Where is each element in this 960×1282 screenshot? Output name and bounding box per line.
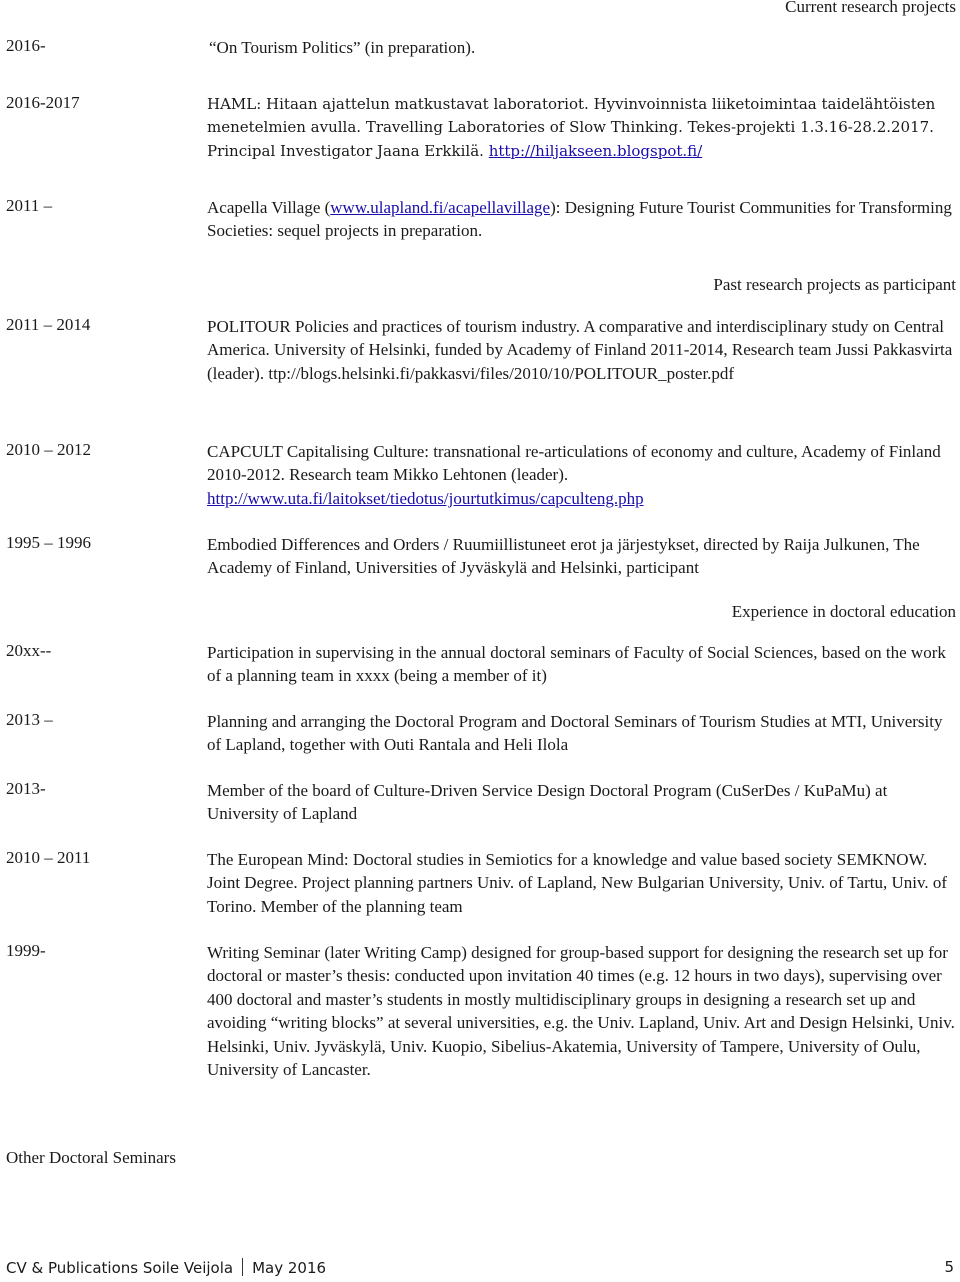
entry-date: 2016-	[6, 36, 46, 55]
haml-blog-link[interactable]: http://hiljakseen.blogspot.fi/	[488, 141, 703, 160]
doctoral-entry-20xx	[6, 641, 956, 688]
acapella-link[interactable]: www.ulapland.fi/acapellavillage	[330, 198, 551, 217]
doctoral-entry-writing-seminar	[6, 941, 956, 1081]
entry-text: Writing Seminar (later Writing Camp) designed for group-based support for designing the research set up for doctoral or master’s thesis: conducted upon invitation 40 times (e.g. 12 hours in two days), supervising over 400 doctoral and master’s students in mostly multidisciplinary groups in designing a research set up and avoiding “writing blocks” at several universities, e.g. the Univ. Lapland, Univ. Art and Design Helsinki, Univ. Helsinki, Univ. Jyväskylä, Univ. Kuopio, Sibelius-Akatemia, University of Tampere, University of Oulu, University of Lancaster.	[207, 943, 955, 1080]
current-entry-acapella	[6, 196, 956, 243]
entry-date: 1995 – 1996	[6, 533, 91, 552]
section-heading-doctoral: Experience in doctoral education	[731, 602, 956, 621]
entry-date: 1999-	[6, 941, 46, 960]
acapella-post: ): Designing Future Tourist Communities for Transforming Societies: sequel projects in preparation.	[207, 198, 952, 241]
footer-left	[6, 1258, 326, 1277]
past-entry-politour	[6, 315, 956, 385]
page-footer	[6, 1258, 954, 1282]
past-entry-capcult	[6, 440, 956, 510]
entry-date: 2011 –	[6, 196, 53, 215]
page-number: 5	[944, 1258, 954, 1276]
doctoral-entry-2013-cuserdes	[6, 779, 956, 826]
entry-text	[207, 440, 956, 510]
entry-text: POLITOUR Policies and practices of tourism industry. A comparative and interdisciplinary study on Central America. University of Helsinki, funded by Academy of Finland 2011-2014, Research team Jussi Pakkasvirta (leader). ttp://blogs.helsinki.fi/pakkasvi/files/2010/10/POLITOUR_poster.pdf	[207, 317, 953, 383]
section-heading-past: Past research projects as participant	[713, 275, 956, 294]
doctoral-entry-semknow	[6, 848, 956, 918]
entry-text: The European Mind: Doctoral studies in Semiotics for a knowledge and value based society SEMKNOW. Joint Degree. Project planning partners Univ. of Lapland, New Bulgarian University, Univ. of Tartu, Univ. of Torino. Member of the planning team	[207, 850, 948, 916]
past-entry-embodied	[6, 533, 956, 580]
current-entry-haml	[6, 93, 956, 163]
doctoral-entry-2013-mti	[6, 710, 956, 757]
footer-divider	[242, 1258, 243, 1276]
entry-text	[207, 93, 956, 163]
entry-text: Participation in supervising in the annual doctoral seminars of Faculty of Social Sciences, based on the work of a planning team in xxxx (being a member of it)	[207, 643, 946, 686]
capcult-text: CAPCULT Capitalising Culture: transnational re-articulations of economy and culture, Academy of Finland 2010-2012. Research team Mikko Lehtonen (leader).	[207, 442, 941, 485]
entry-text	[207, 196, 956, 243]
footer-title: CV & Publications Soile Veijola	[6, 1259, 234, 1277]
entry-text: “On Tourism Politics” (in preparation).	[209, 38, 476, 57]
entry-date: 20xx--	[6, 641, 52, 660]
entry-text: Embodied Differences and Orders / Ruumiillistuneet erot ja järjestykset, directed by Raija Julkunen, The Academy of Finland, Universities of Jyväskylä and Helsinki, participant	[207, 535, 920, 578]
entry-date: 2010 – 2011	[6, 848, 91, 867]
current-entry-2016	[6, 36, 956, 59]
other-doctoral-seminars-heading: Other Doctoral Seminars	[6, 1148, 176, 1167]
section-heading-current: Current research projects	[785, 0, 956, 16]
entry-text: Member of the board of Culture-Driven Service Design Doctoral Program (CuSerDes / KuPaMu) at University of Lapland	[207, 781, 888, 824]
entry-date: 2013-	[6, 779, 46, 798]
entry-date: 2016-2017	[6, 93, 80, 112]
acapella-pre: Acapella Village (	[207, 198, 331, 217]
entry-date: 2010 – 2012	[6, 440, 91, 459]
entry-text: Planning and arranging the Doctoral Program and Doctoral Seminars of Tourism Studies at MTI, University of Lapland, together with Outi Rantala and Heli Ilola	[207, 712, 943, 755]
entry-date: 2011 – 2014	[6, 315, 91, 334]
entry-date: 2013 –	[6, 710, 53, 729]
capcult-link[interactable]: http://www.uta.fi/laitokset/tiedotus/jourtutkimus/capculteng.php	[207, 488, 644, 508]
haml-text: HAML: Hitaan ajattelun matkustavat laboratoriot. Hyvinvoinnista liiketoimintaa taidelähtöisten menetelmien avulla. Travelling Laboratories of Slow Thinking. Tekes-projekti 1.3.16-28.2.2017. Principal Investigator Jaana Erkkilä.	[207, 95, 936, 160]
footer-date: May 2016	[252, 1259, 327, 1277]
